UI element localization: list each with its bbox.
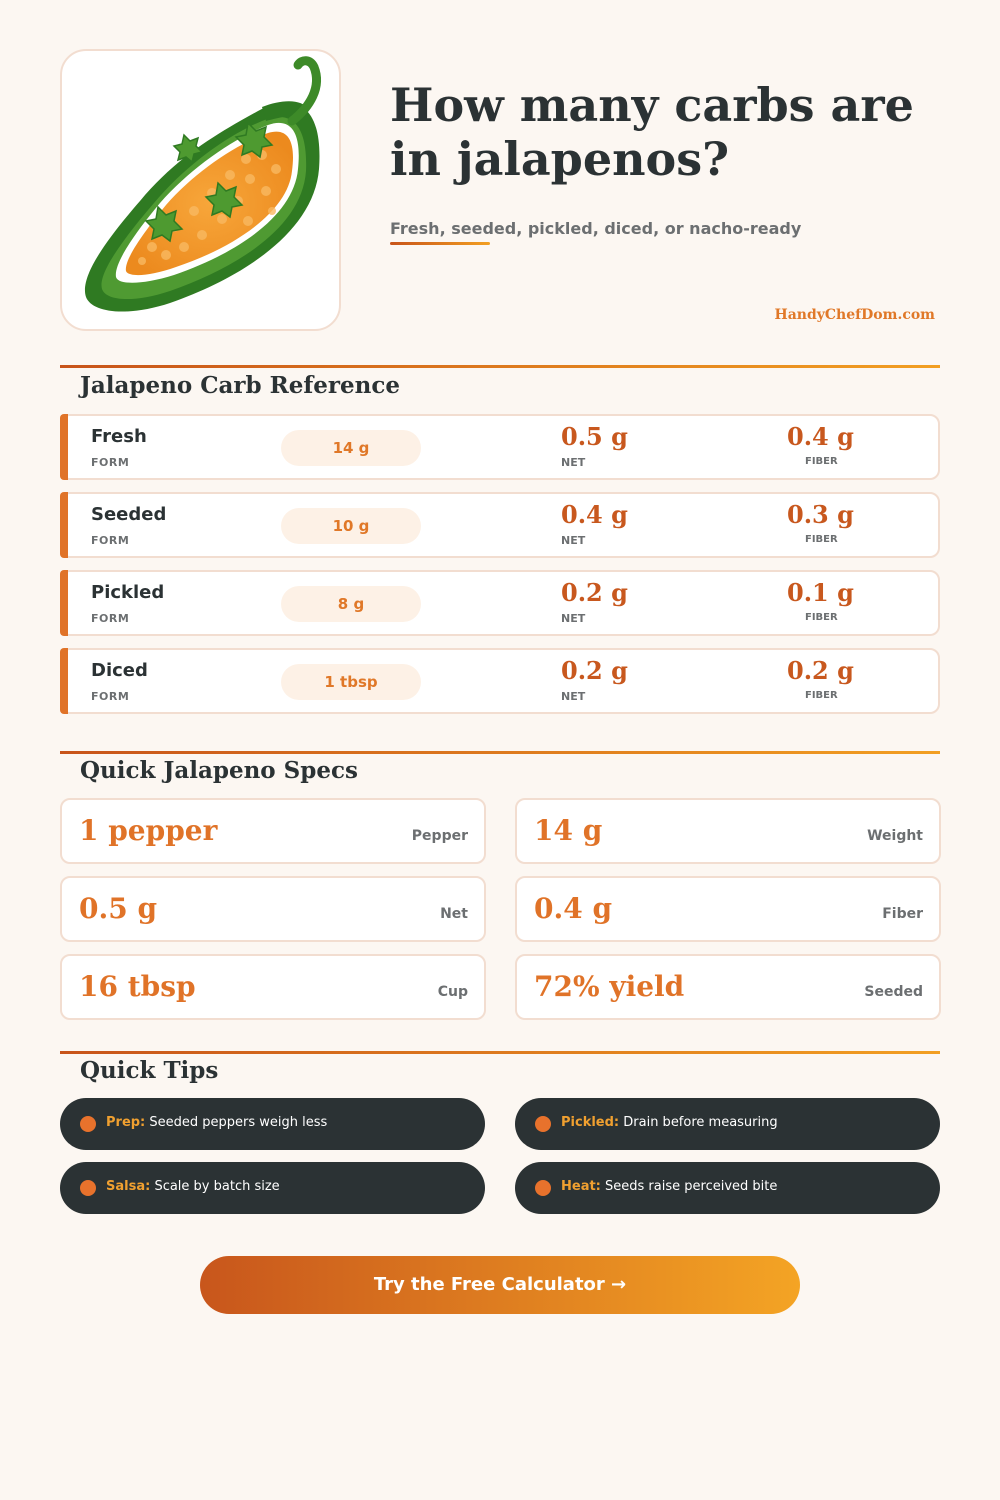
spec-label: Net (440, 906, 468, 922)
tip-key: Salsa: (106, 1179, 151, 1194)
form-name: Pickled (91, 582, 165, 603)
tip-text (561, 1179, 777, 1194)
form-name: Fresh (91, 426, 147, 447)
reference-row (60, 492, 940, 558)
tip-body: Drain before measuring (619, 1115, 778, 1130)
subtitle-underline (390, 242, 490, 245)
tip-pill (60, 1162, 485, 1214)
tip-bullet-icon (80, 1116, 96, 1132)
row-accent (60, 492, 68, 558)
net-carbs-value: 0.4 g (561, 500, 628, 529)
fiber-caption: FIBER (805, 456, 838, 467)
form-name: Diced (91, 660, 148, 681)
spec-card (60, 876, 486, 942)
tip-bullet-icon (535, 1180, 551, 1196)
tip-pill (60, 1098, 485, 1150)
spec-card (60, 798, 486, 864)
amount-pill: 8 g (281, 586, 421, 622)
spec-label: Cup (437, 984, 468, 1000)
fiber-value: 0.3 g (787, 500, 854, 529)
row-accent (60, 570, 68, 636)
reference-row (60, 570, 940, 636)
tip-text (106, 1179, 280, 1194)
reference-row (60, 414, 940, 480)
spec-card (60, 954, 486, 1020)
reference-heading: Jalapeno Carb Reference (80, 372, 401, 399)
section-divider (60, 1051, 940, 1054)
tip-key: Heat: (561, 1179, 601, 1194)
net-caption: NET (561, 456, 586, 469)
net-caption: NET (561, 534, 586, 547)
site-link[interactable]: HandyChefDom.com (774, 307, 935, 323)
jalapeno-illustration (60, 49, 341, 331)
tip-pill (515, 1162, 940, 1214)
spec-value: 0.4 g (534, 892, 613, 925)
spec-card (515, 876, 941, 942)
row-accent (60, 414, 68, 480)
fiber-caption: FIBER (805, 534, 838, 545)
spec-label: Weight (867, 828, 923, 844)
spec-label: Pepper (411, 828, 468, 844)
tip-pill (515, 1098, 940, 1150)
page-subtitle: Fresh, seeded, pickled, diced, or nacho-ready (390, 219, 802, 238)
calculator-button[interactable]: Try the Free Calculator → (200, 1256, 800, 1314)
tip-body: Seeds raise perceived bite (600, 1179, 778, 1194)
row-accent (60, 648, 68, 714)
form-caption: FORM (91, 534, 130, 547)
tip-body: Seeded peppers weigh less (145, 1115, 328, 1130)
form-caption: FORM (91, 612, 130, 625)
spec-value: 14 g (534, 814, 603, 847)
tip-key: Prep: (106, 1115, 146, 1130)
form-caption: FORM (91, 690, 130, 703)
spec-label: Seeded (864, 984, 923, 1000)
amount-pill: 10 g (281, 508, 421, 544)
specs-heading: Quick Jalapeno Specs (80, 757, 358, 784)
spec-card (515, 954, 941, 1020)
fiber-value: 0.4 g (787, 422, 854, 451)
spec-card (515, 798, 941, 864)
tip-bullet-icon (535, 1116, 551, 1132)
tip-body: Scale by batch size (150, 1179, 280, 1194)
tips-heading: Quick Tips (80, 1057, 219, 1084)
jalapeno-icon (62, 51, 341, 331)
amount-pill: 1 tbsp (281, 664, 421, 700)
amount-pill: 14 g (281, 430, 421, 466)
form-name: Seeded (91, 504, 167, 525)
reference-row (60, 648, 940, 714)
net-caption: NET (561, 690, 586, 703)
net-carbs-value: 0.5 g (561, 422, 628, 451)
spec-value: 72% yield (534, 970, 685, 1003)
fiber-caption: FIBER (805, 612, 838, 623)
net-carbs-value: 0.2 g (561, 656, 628, 685)
spec-value: 0.5 g (79, 892, 158, 925)
page-title: How many carbs are in jalapenos? (390, 78, 914, 186)
section-divider (60, 365, 940, 368)
net-carbs-value: 0.2 g (561, 578, 628, 607)
tip-text (561, 1115, 778, 1130)
fiber-value: 0.1 g (787, 578, 854, 607)
spec-value: 16 tbsp (79, 970, 196, 1003)
fiber-value: 0.2 g (787, 656, 854, 685)
net-caption: NET (561, 612, 586, 625)
tip-key: Pickled: (561, 1115, 620, 1130)
tip-text (106, 1115, 327, 1130)
spec-label: Fiber (882, 906, 923, 922)
spec-value: 1 pepper (79, 814, 218, 847)
tip-bullet-icon (80, 1180, 96, 1196)
fiber-caption: FIBER (805, 690, 838, 701)
form-caption: FORM (91, 456, 130, 469)
section-divider (60, 751, 940, 754)
